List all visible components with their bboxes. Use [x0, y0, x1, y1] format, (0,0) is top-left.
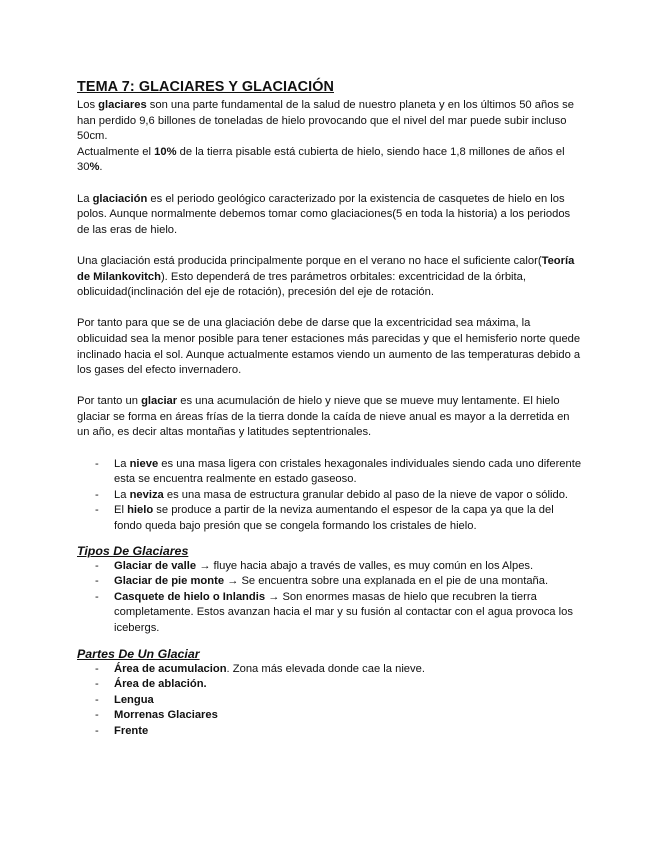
document-content	[77, 78, 582, 740]
glacier-types-list	[77, 559, 582, 637]
section-heading-tipos: Tipos De Glaciares	[77, 543, 189, 558]
spacer	[77, 176, 582, 192]
bold-term: %	[89, 161, 100, 174]
dash-bullet: -	[95, 504, 99, 517]
paragraph-milankovitch	[77, 254, 582, 301]
list-item-hielo	[77, 503, 582, 534]
spacer	[77, 441, 582, 457]
text-run: es una masa de estructura granular debido al paso de la nieve de vapor o sólido.	[163, 488, 569, 501]
text-run: → fluye hacia abajo a través de valles, es muy común en los Alpes.	[196, 559, 534, 572]
text-run: son una parte fundamental de la salud de nuestro planeta y en los últimos 50 años se han perdido 9,6 billones de toneladas de hielo provocando que el nivel del mar puede subir incluso 50cm.	[77, 99, 574, 143]
text-run: .	[99, 161, 103, 174]
text-run: El	[114, 504, 128, 517]
bold-term: Morrenas Glaciares	[114, 709, 218, 722]
list-item-lengua	[77, 693, 582, 709]
list-item-glaciar-valle	[77, 559, 582, 575]
page-title: TEMA 7: GLACIARES Y GLACIACIÓN	[77, 79, 334, 95]
bold-term: Glaciar de valle	[114, 559, 197, 572]
spacer	[77, 238, 582, 254]
dash-bullet: -	[95, 590, 99, 603]
bold-term: Lengua	[114, 693, 154, 706]
bold-term: nieve	[129, 457, 159, 470]
list-item-nieve	[77, 457, 582, 488]
paragraph-glaciar	[77, 394, 582, 441]
section-heading-partes: Partes De Un Glaciar	[77, 646, 200, 661]
dash-bullet: -	[95, 457, 99, 470]
paragraph-glaciacion	[77, 192, 582, 239]
paragraph-glaciares	[77, 98, 582, 145]
text-run: → Son enormes masas de hielo que recubren la tierra completamente. Estos avanzan hacia el mar y su fusión al contactar con el agua provoca los icebergs.	[114, 590, 573, 634]
text-run: → Se encuentra sobre una explanada en el pie de una montaña.	[224, 575, 549, 588]
text-run: ). Esto dependerá de tres parámetros orbitales: excentricidad de la órbita, oblicuidad(inclinación del eje de rotación), precesión del eje de rotación.	[77, 270, 526, 299]
bold-term: Área de acumulacion	[114, 662, 227, 675]
text-run: es el periodo geológico caracterizado por la existencia de casquetes de hielo en los polos. Aunque normalmente debemos tomar como glaciaciones(5 en toda la historia) a los periodos de las eras de hielo.	[77, 192, 571, 236]
bold-term: neviza	[129, 488, 164, 501]
text-run: de la tierra pisable está cubierta de hielo, siendo hace 1,8 millones de años el 30	[77, 145, 565, 174]
dash-bullet: -	[95, 662, 99, 675]
text-run: es una acumulación de hielo y nieve que se mueve muy lentamente. El hielo glaciar se forma en áreas frías de la tierra donde la caída de nieve anual es mayor a la derretida en un año, es decir altas montañas y latitudes septentrionales.	[77, 395, 570, 439]
bold-term: Casquete de hielo o Inlandis	[114, 590, 266, 603]
dash-bullet: -	[95, 693, 99, 706]
bold-term: glaciación	[92, 192, 148, 205]
bold-term: Glaciar de pie monte	[114, 575, 225, 588]
spacer	[77, 535, 582, 543]
dash-bullet: -	[95, 488, 99, 501]
dash-bullet: -	[95, 678, 99, 691]
list-item-casquete	[77, 590, 582, 637]
text-run: La	[77, 192, 93, 205]
spacer	[77, 379, 582, 395]
ice-types-list	[77, 457, 582, 535]
bold-term: hielo	[127, 504, 154, 517]
list-item-neviza	[77, 488, 582, 504]
bold-term: Teoría de Milankovitch	[77, 254, 575, 283]
text-run: . Zona más elevada donde cae la nieve.	[226, 662, 425, 675]
dash-bullet: -	[95, 559, 99, 572]
bold-term: glaciar	[141, 395, 178, 408]
bold-term: Frente	[114, 724, 149, 737]
spacer	[77, 301, 582, 317]
text-run: La	[114, 488, 130, 501]
list-item-ablacion	[77, 677, 582, 693]
list-item-morrenas	[77, 708, 582, 724]
text-run: Actualmente el	[77, 145, 155, 158]
list-item-glaciar-pie-monte	[77, 574, 582, 590]
paragraph-percent	[77, 145, 582, 176]
text-run: La	[114, 457, 130, 470]
text-run: es una masa ligera con cristales hexagonales individuales siendo cada uno diferente esta se encuentra realmente en estado gaseoso.	[114, 457, 582, 486]
bold-term: glaciares	[98, 99, 147, 111]
text-run: se produce a partir de la neviza aumentando el espesor de la capa ya que la del fondo queda bajo presión que se congela formando los cristales de hielo.	[114, 504, 554, 533]
text-run: Por tanto un	[77, 395, 142, 408]
paragraph-excentricidad: Por tanto para que se de una glaciación debe de darse que la excentricidad sea máxima, la oblicuidad sea la menor posible para tener estaciones más parecidas y que el hemisferio norte quede inclinado hacia el sol. Aunque actualmente estamos viendo un aumento de las temperaturas debido a los gases del efecto invernadero.	[77, 317, 581, 377]
text-run: Los	[77, 99, 99, 111]
dash-bullet: -	[95, 575, 99, 588]
bold-term: 10%	[154, 145, 177, 158]
dash-bullet: -	[95, 724, 99, 737]
text-run: Una glaciación está producida principalmente porque en el verano no hace el suficiente calor(	[77, 254, 542, 267]
spacer	[77, 637, 582, 646]
glacier-parts-list	[77, 662, 582, 740]
bold-term: Área de ablación.	[114, 678, 207, 691]
list-item-frente	[77, 724, 582, 740]
dash-bullet: -	[95, 709, 99, 722]
list-item-acumulacion	[77, 662, 582, 678]
